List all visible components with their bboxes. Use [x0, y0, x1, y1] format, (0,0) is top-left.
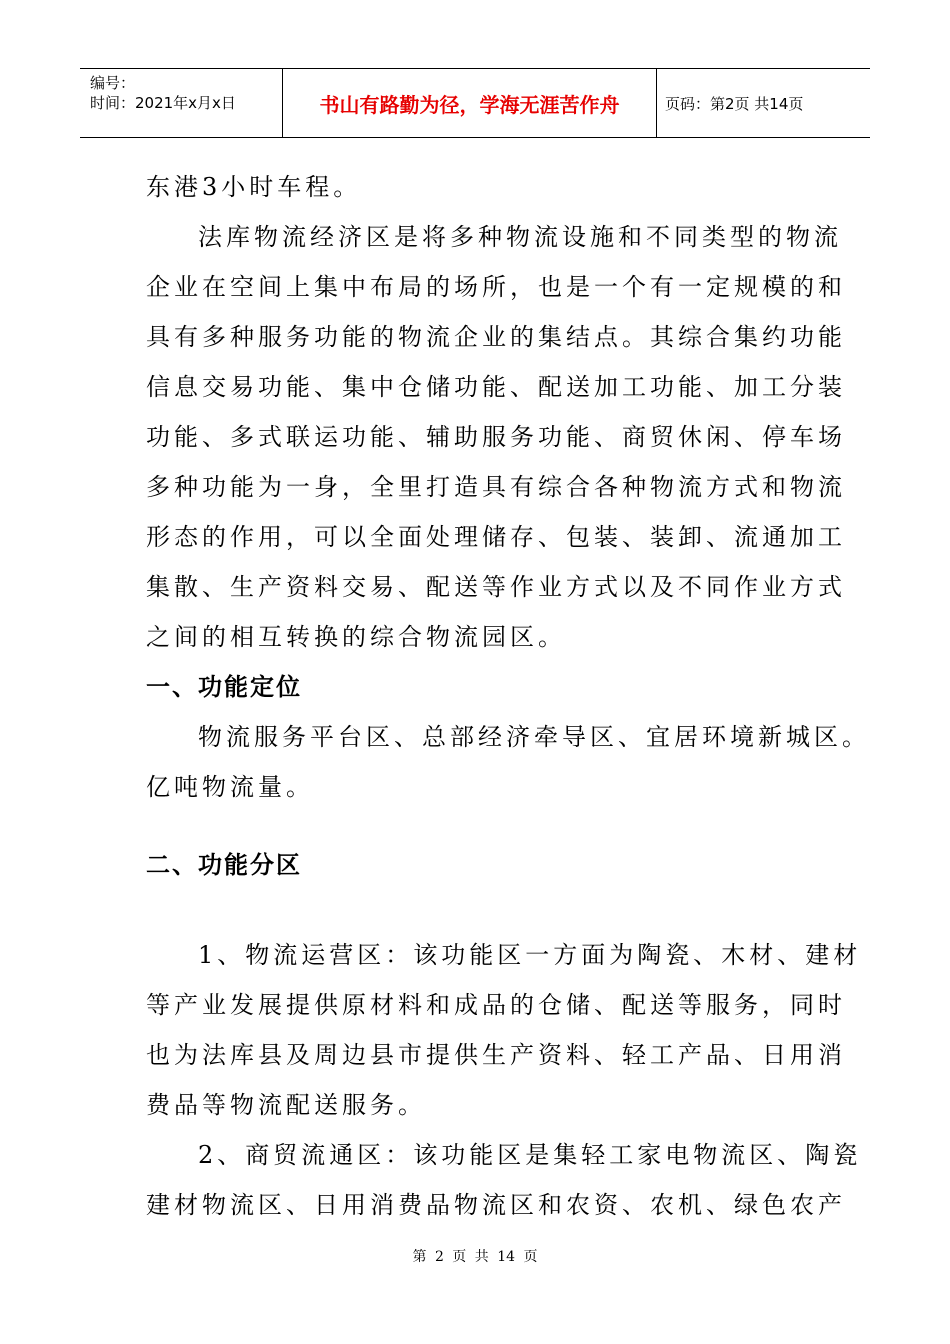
body-line: 费品等物流配送服务。 — [146, 1091, 426, 1119]
section-heading-positioning: 一、功能定位 — [146, 673, 302, 701]
body-line: 建材物流区、日用消费品物流区和农资、农机、绿色农产 — [146, 1191, 846, 1219]
body-line: 亿吨物流量。 — [146, 773, 314, 801]
document-header — [80, 68, 870, 138]
body-line: 等产业发展提供原材料和成品的仓储、配送等服务，同时 — [146, 991, 846, 1019]
body-line: 法库物流经济区是将多种物流设施和不同类型的物流 — [198, 223, 842, 251]
page-footer: 第 2 页 共 14 页 — [412, 1249, 538, 1265]
paragraph-operations-zone — [146, 930, 862, 1130]
body-line: 1、物流运营区：该功能区一方面为陶瓷、木材、建材 — [198, 941, 862, 969]
body-line: 之间的相互转换的综合物流园区。 — [146, 623, 566, 651]
body-line: 物流服务平台区、总部经济牵导区、宜居环境新城区。 — [198, 723, 870, 751]
paragraph-logistics-zone — [146, 212, 846, 662]
body-line: 具有多种服务功能的物流企业的集结点。其综合集约功能 — [146, 323, 846, 351]
body-line: 东港3小时车程。 — [146, 173, 362, 201]
body-line: 集散、生产资料交易、配送等作业方式以及不同作业方式 — [146, 573, 846, 601]
header-meta — [80, 69, 282, 137]
body-line: 2、商贸流通区：该功能区是集轻工家电物流区、陶瓷 — [198, 1141, 862, 1169]
document-time-label: 时间：2021年x月x日 — [90, 94, 236, 112]
body-line: 多种功能为一身，全里打造具有综合各种物流方式和物流 — [146, 473, 846, 501]
body-line: 功能、多式联运功能、辅助服务功能、商贸休闲、停车场 — [146, 423, 846, 451]
header-page-code: 页码：第2页 共14页 — [665, 94, 804, 113]
section-heading-zoning: 二、功能分区 — [146, 851, 302, 879]
paragraph-positioning — [146, 712, 870, 812]
body-line: 信息交易功能、集中仓储功能、配送加工功能、加工分装 — [146, 373, 846, 401]
document-number-label: 编号： — [90, 74, 136, 92]
paragraph-commerce-zone — [146, 1130, 862, 1230]
document-body — [146, 162, 870, 1230]
header-motto: 书山有路勤为径，学海无涯苦作舟 — [282, 69, 657, 137]
body-line: 也为法库县及周边县市提供生产资料、轻工产品、日用消 — [146, 1041, 846, 1069]
body-line: 形态的作用，可以全面处理储存、包装、装卸、流通加工 — [146, 523, 846, 551]
body-line: 企业在空间上集中布局的场所，也是一个有一定规模的和 — [146, 273, 846, 301]
